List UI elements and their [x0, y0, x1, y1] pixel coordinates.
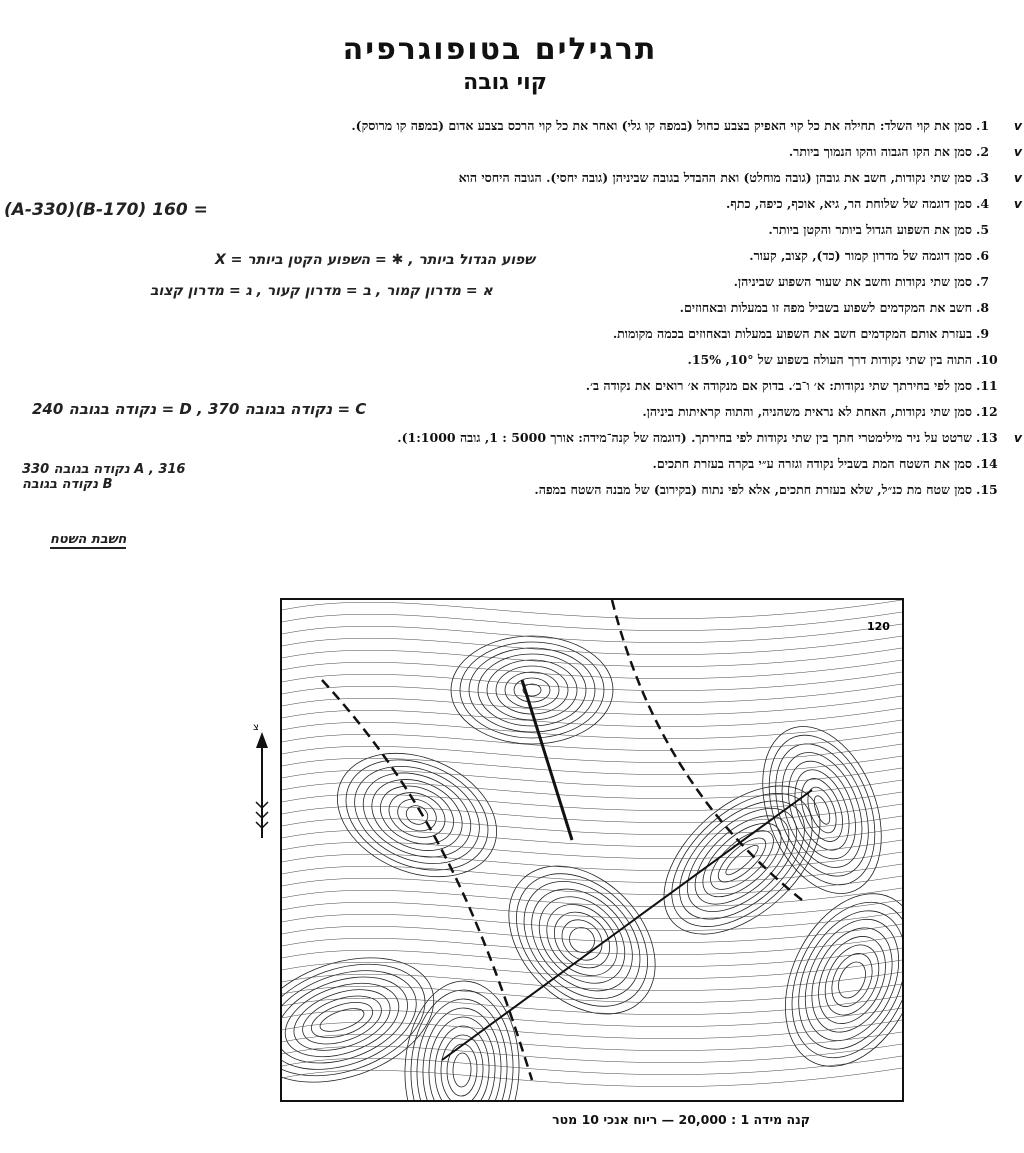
handwritten-q13: 330 נקודה בגובה A , 316 נקודה בגובה B [22, 462, 186, 492]
handwritten-q11: 240 נקודה בגובה = D , 370 נקודה בגובה = C [32, 400, 367, 418]
exercise-text: סמן את הקו הגבוה והקו הנמוך ביותר. [788, 144, 972, 159]
checkmark: v [1013, 430, 1022, 445]
exercise-item [180, 352, 1000, 368]
exercise-item [180, 196, 1022, 212]
exercise-number: 4. [976, 196, 990, 211]
exercise-item [180, 144, 1022, 160]
exercise-item [180, 430, 1022, 446]
exercise-number: 5. [976, 222, 990, 237]
exercise-text: סמן את השפוע הגדול ביותר והקטן ביותר. [768, 222, 972, 237]
handwritten-q15: חשבת השטח [50, 532, 127, 547]
handwritten-q6: א = מדרון קמור , ב = מדרון קעור , ג = מדרון קצוב [150, 283, 493, 299]
exercise-text: סמן שתי נקודות, חשב את גובהן (גובה מוחלט) ואת ההבדל בגובה שביניהן (גובה יחסי). הגובה היחסי הוא [458, 170, 972, 185]
handwritten-q3: (A-330)(B-170) 160 = [4, 200, 208, 220]
exercise-number: 14. [976, 456, 998, 471]
exercise-text: חשב את המקדמים לשפוע בשביל מפה זו במעלות ובאחוזים. [679, 300, 972, 315]
exercise-text: סמן שטח מת כנ״ל, שלא בעזרת חתכים, אלא לפי נתוח (בקירוב) של מבנה השטח במפה. [534, 482, 972, 497]
exercise-number: 11. [976, 378, 998, 393]
exercise-item [180, 482, 1000, 498]
exercise-text: סמן את השטח המת בשביל נקודה וגזרה ע״י בקרה בעזרת חתכים. [652, 456, 972, 471]
exercise-text: סמן שתי נקודות, האחת לא נראית משהניה, והתוה קראיתות ביניהן. [642, 404, 972, 419]
exercise-item [180, 300, 1000, 316]
exercise-number: 8. [976, 300, 990, 315]
exercise-text: סמן את קוי השלד: תחילה את כל קוי האפיק בצבע כחול (במפה קו גלי) ואחר את כל קוי הרכס בצבע אדום (במפה קו מרוסק). [351, 118, 972, 133]
exercise-text: סמן לפי בחירתך שתי נקודות: א׳ ו־ב׳. בדוק אם מנקודה א׳ רואים את נקודה ב׳. [585, 378, 972, 393]
north-label: צ [253, 722, 259, 733]
checkmark: v [1013, 196, 1022, 211]
map-scale-caption: קנה מידה 1 : 20,000 — ריוח אנכי 10 מטר [552, 1112, 810, 1127]
handwritten-q5: X = שפוע הגדול ביותר , ✱ = השפוע הקטן ביותר [215, 252, 535, 268]
exercise-text: התוה בין שתי נקודות דרך העולה בשפוע של 10°, 15%. [687, 352, 972, 367]
exercise-item [180, 456, 1000, 472]
exercise-number: 1. [976, 118, 990, 133]
exercise-text: סמן דוגמה של מדרון קמור (כד), קצוב, קעור. [749, 248, 972, 263]
exercise-number: 13. [976, 430, 998, 445]
checkmark: v [1013, 118, 1022, 133]
exercise-text: סמן דוגמה של שלוחת הר, גיא, אוכף, כיפה, כתף. [726, 196, 972, 211]
checkmark: v [1013, 170, 1022, 185]
checkmark: v [1013, 144, 1022, 159]
contour-map [280, 598, 904, 1102]
page-subtitle: קוי גובה [463, 70, 547, 95]
page-title: תרגילים בטופוגרפיה [342, 32, 658, 67]
exercise-number: 15. [976, 482, 998, 497]
exercise-number: 12. [976, 404, 998, 419]
exercise-item [180, 170, 1022, 186]
exercise-number: 7. [976, 274, 990, 289]
exercise-item [180, 378, 1000, 394]
exercise-text: בעזרת אותם המקדמים חשב את השפוע במעלות ובאחוזים בכמה מקומות. [612, 326, 972, 341]
exercise-item [180, 118, 1022, 134]
exercise-text: סמן שתי נקודות וחשב את שעור השפוע שביניהן. [733, 274, 972, 289]
exercise-number: 3. [976, 170, 990, 185]
exercise-number: 9. [976, 326, 990, 341]
exercise-number: 2. [976, 144, 990, 159]
exercise-text: שרטט על ניר מילימטרי חתך בין שתי נקודות לפי בחירתך. (דוגמה של קנה־מידה: אורך 5000 : 1, גובה 1:1000). [397, 430, 972, 445]
exercise-number: 6. [976, 248, 990, 263]
exercise-item [180, 326, 1000, 342]
exercise-number: 10. [976, 352, 998, 367]
exercise-list [180, 118, 1022, 508]
exercise-item [180, 222, 1000, 238]
map-corner-label: 120 [867, 620, 890, 633]
north-arrow-icon [250, 722, 274, 842]
topographic-map-figure [250, 592, 930, 1132]
